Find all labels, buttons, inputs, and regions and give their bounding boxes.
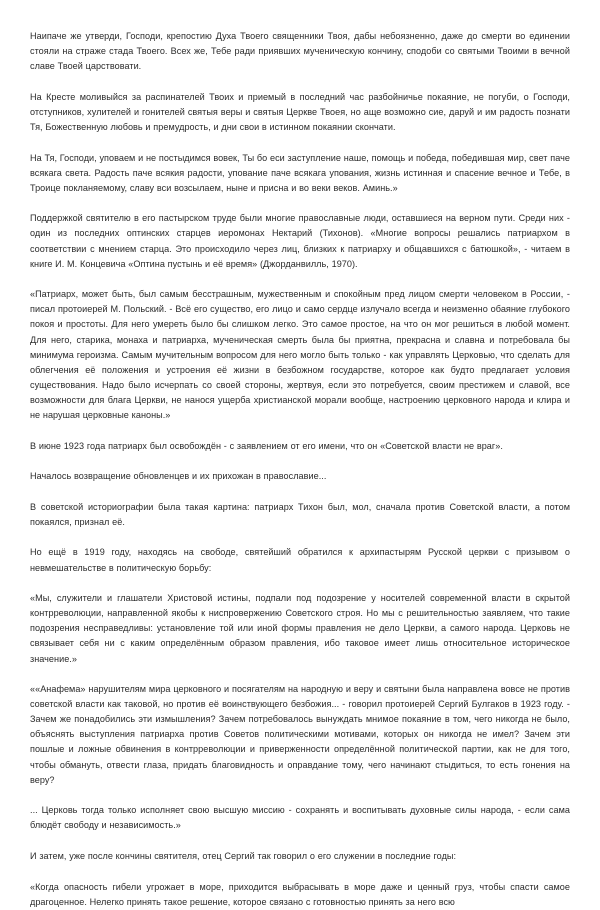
paragraph: В июне 1923 года патриарх был освобождён - с заявлением от его имени, что он «Советской власти не враг». (30, 440, 503, 451)
paragraph: «Мы, служители и глашатели Христовой истины, подпали под подозрение у носителей современной власти в скрытой контрреволюции, направленной якобы к ниспровержению Советского строя. Но мы с решительностью заявляем, что такие подозрения несправедливы: установление той или иной формы правления не дело Церкви, а самого народа. Церковь не связывает себя ни с каким определённым образом правления, ибо таковое имеет лишь относительное историческое значение.» (30, 593, 570, 664)
paragraph: На Тя, Господи, уповаем и не постыдимся вовек, Ты бо еси заступление наше, помощь и победа, победившая мир, свет паче всякага света. Радость паче всякия радости, упование паче всякага упования, жизнь истинная и спасение вечное и Тебе, в Троице покланяемому, славу вси возсылаем, ныне и присна и во веки веков. Аминь.» (30, 152, 570, 193)
paragraph: ««Анафема» нарушителям мира церковного и посягателям на народную и веру и святыни была направлена вовсе не против советской власти как таковой, но против её воинствующего безбожия... - говорил протоиерей Сергий Булгаков в 1923 году. - Зачем же понадобились эти измышления? Зачем потребовалось вынуждать мнимое покаяние в том, чего никогда не было, объяснять выступления патриарха против Советов политическими мотивами, которых он никогда не имел? Зачем эти пошлые и ложные обвинения в контрреволюции и приверженности определённой политической партии, как не для того, чтобы обмануть, отвести глаза, придать благовидность и оправдание тому, чего начинают стыдиться, то есть гонения на веру? (30, 684, 570, 785)
paragraph: И затем, уже после кончины святителя, отец Сергий так говорил о его служении в последние годы: (30, 850, 457, 861)
document-text-body (30, 29, 570, 910)
paragraph: «Когда опасность гибели угрожает в море, приходится выбрасывать в море даже и ценный груз, чтобы спасти самое драгоценное. Нелегко принять такое решение, которое связано с готовностью принять за него всю (30, 881, 570, 907)
paragraph: Но ещё в 1919 году, находясь на свободе, святейший обратился к архипастырям Русской церкви с призывом о невмешательстве в политическую борьбу: (30, 547, 570, 573)
paragraph: В советской историографии была такая картина: патриарх Тихон был, мол, сначала против Советской власти, а потом покаялся, признал её. (30, 501, 570, 527)
paragraph: На Кресте моливыйся за распинателей Твоих и приемый в последний час разбойничье покаяние, не погуби, о Господи, отступников, хулителей и гонителей святыя веры и святыя Церкве Твоея, но аще возможно сие, даруй и им радость познати Тя, Божественную любовь и премудрость, и дни свои в истинном покаянии скончати. (30, 91, 570, 132)
paragraph: «Патриарх, может быть, был самым бесстрашным, мужественным и спокойным пред лицом смерти человеком в России, - писал протоиерей М. Польский. - Всё его существо, его лицо и само сердце излучало всегда и неизменно обаяние глубокого покоя и простоты. Для него умереть было бы слишком легко. Это самое простое, на что он мог решиться в любой момент. Для него, старика, монаха и патриарха, мученическая смерть была бы приятна, прекрасна и славна и потребовала бы минимума героизма. Самым мучительным вопросом для него могло быть только - как управлять Церковью, что сделать для облегчения её положения и устроения её жизни в безбожном государстве, которое как будто предлагает условия существования. Надо было исчерпать со своей стороны, жертвуя, если это потребуется, своим престижем и славой, все возможности для блага Церкви, не нанося ущерба христианской морали вообще, настроению церковного народа и клира и не нарушая церковные каноны.» (30, 289, 570, 420)
paragraph: Наипаче же утверди, Господи, крепостию Духа Твоего священники Твоя, дабы небоязненно, даже до смерти во единении стояли на страже стада Твоего. Всех же, Тебе ради приявших мученическую кончину, сподоби со святыми Твоими в вечной славе Твоей царствовати. (30, 31, 570, 72)
paragraph: Поддержкой святителю в его пастырском труде были многие православные люди, оставшиеся на верном пути. Среди них - один из последних оптинских старцев иеромонах Нектарий (Тихонов). «Многие вопросы решались патриархом в соответствии с мнением старца. Это происходило через лиц, близких к патриарху и общавшихся с батюшкой», - читаем в книге И. М. Концевича «Оптина пустынь и её время» (Джорданвилль, 1970). (30, 213, 570, 269)
paragraph: Началось возвращение обновленцев и их прихожан в православие... (30, 471, 327, 482)
paragraph: ... Церковь тогда только исполняет свою высшую миссию - сохранять и воспитывать духовные силы народа, - если сама блюдёт свободу и независимость.» (30, 805, 570, 831)
